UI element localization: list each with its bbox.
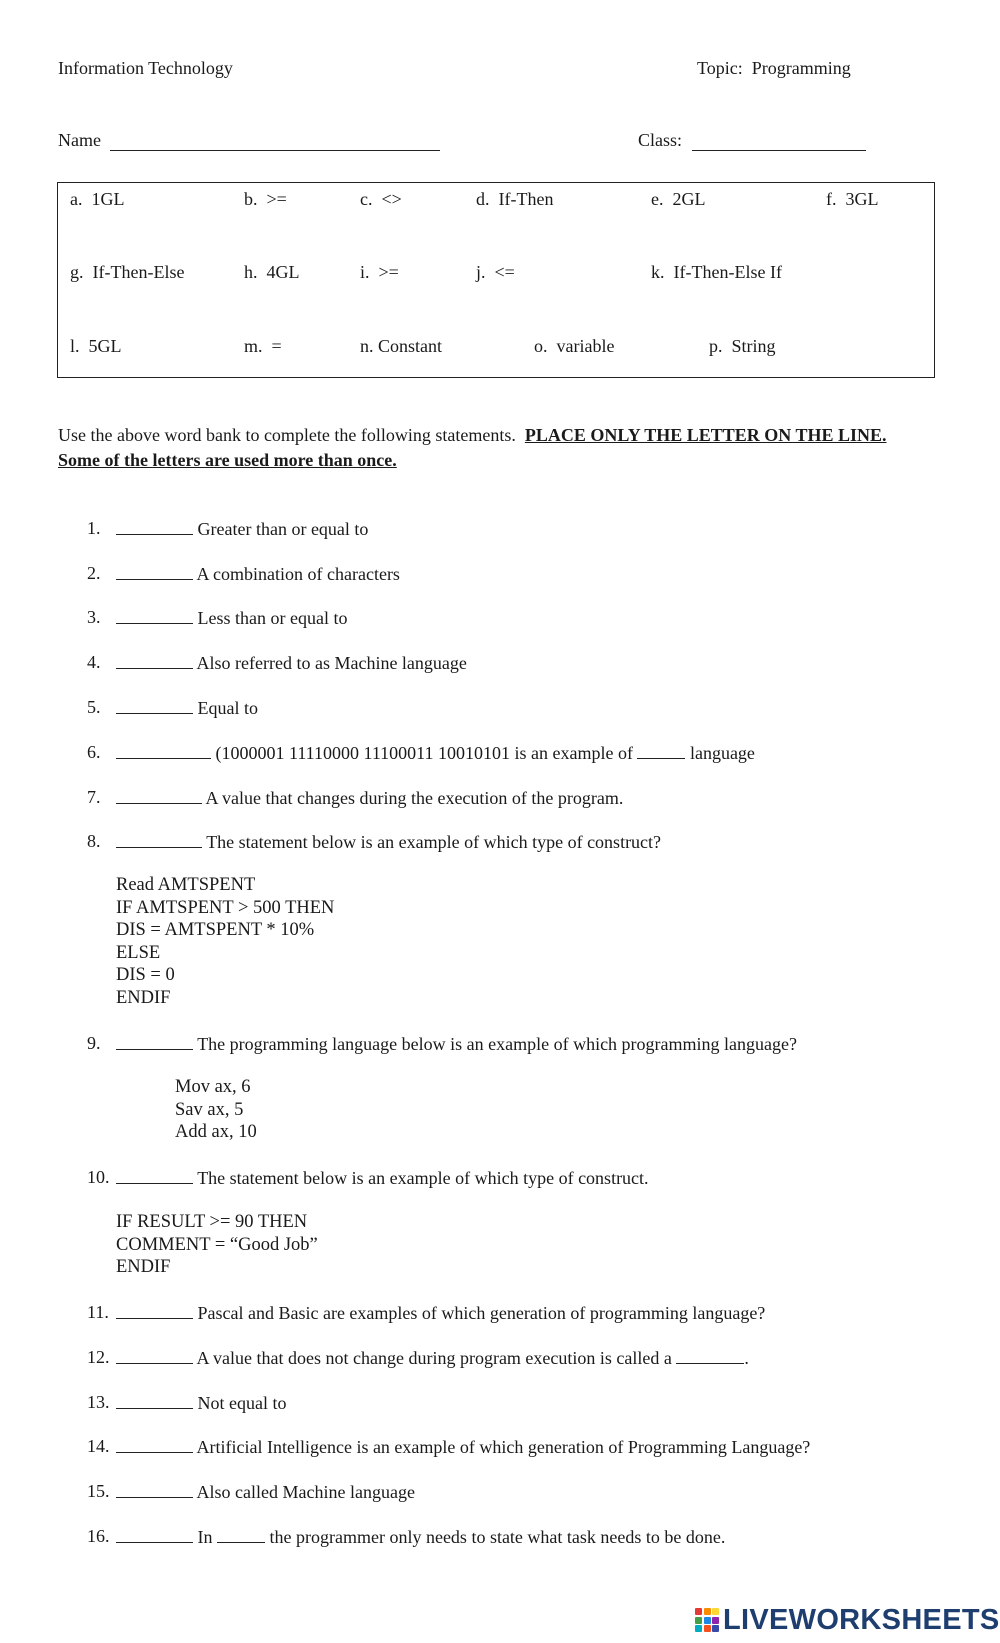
topic-title: Topic: Programming [697, 58, 851, 78]
inline-blank[interactable] [217, 1526, 265, 1543]
question-number: 11. [87, 1302, 109, 1322]
subject-title: Information Technology [58, 58, 233, 78]
question-number: 10. [87, 1167, 110, 1187]
question-row [116, 1392, 286, 1414]
question-row [116, 518, 368, 540]
question-row [116, 1167, 649, 1189]
word-bank-item: o. variable [534, 336, 615, 356]
answer-blank[interactable] [116, 1347, 193, 1364]
liveworksheets-logo [695, 1605, 1000, 1635]
question-text: (1000001 11110000 11100011 10010101 is an example of [215, 743, 633, 763]
code-line: ELSE [116, 942, 161, 963]
logo-square [712, 1608, 719, 1615]
question-number: 15. [87, 1481, 110, 1501]
answer-blank[interactable] [116, 831, 202, 848]
question-text: In [197, 1527, 213, 1547]
logo-square [704, 1608, 711, 1615]
word-bank-item: f. 3GL [826, 189, 879, 209]
question-text: Greater than or equal to [197, 519, 369, 539]
question-number: 16. [87, 1526, 110, 1546]
question-text: Equal to [197, 698, 258, 718]
answer-blank[interactable] [116, 1167, 193, 1184]
question-text-after: . [744, 1348, 749, 1368]
question-row [116, 563, 400, 585]
answer-blank[interactable] [116, 607, 193, 624]
logo-grid-icon [695, 1608, 719, 1632]
question-number: 2. [87, 563, 101, 583]
question-row [116, 1033, 797, 1055]
inline-blank[interactable] [637, 742, 685, 759]
question-number: 4. [87, 652, 101, 672]
name-label: Name [58, 130, 101, 150]
answer-blank[interactable] [116, 1526, 193, 1543]
answer-blank[interactable] [116, 787, 202, 804]
question-text: A value that does not change during program execution is called a [196, 1348, 672, 1368]
question-text: Pascal and Basic are examples of which generation of programming language? [197, 1303, 766, 1323]
word-bank [57, 182, 935, 378]
question-text-after: language [689, 743, 755, 763]
word-bank-item: k. If-Then-Else If [651, 262, 782, 282]
word-bank-item: b. >= [244, 189, 287, 209]
question-number: 13. [87, 1392, 110, 1412]
question-row [116, 1481, 415, 1503]
question-number: 3. [87, 607, 101, 627]
inline-blank[interactable] [676, 1347, 744, 1364]
question-row [116, 1436, 810, 1458]
word-bank-item: i. >= [360, 262, 399, 282]
question-text-after: the programmer only needs to state what task needs to be done. [269, 1527, 726, 1547]
class-label: Class: [638, 130, 683, 150]
class-field[interactable] [692, 134, 866, 151]
answer-blank[interactable] [116, 1302, 193, 1319]
answer-blank[interactable] [116, 563, 193, 580]
instructions-text: Use the above word bank to complete the following statements. [58, 425, 516, 445]
question-row [116, 1302, 765, 1324]
answer-blank[interactable] [116, 697, 193, 714]
word-bank-item: h. 4GL [244, 262, 300, 282]
code-line: Sav ax, 5 [175, 1099, 244, 1120]
word-bank-item: d. If-Then [476, 189, 554, 209]
question-number: 12. [87, 1347, 110, 1367]
code-line: ENDIF [116, 1257, 171, 1277]
word-bank-item: c. <> [360, 189, 402, 209]
word-bank-item: m. = [244, 336, 282, 356]
question-row [116, 1347, 749, 1369]
question-text: Less than or equal to [197, 608, 348, 628]
logo-square [695, 1625, 702, 1632]
question-number: 8. [87, 831, 101, 851]
question-text: Also called Machine language [196, 1482, 415, 1502]
logo-square [704, 1617, 711, 1624]
question-number: 1. [87, 518, 101, 538]
question-text: The statement below is an example of which type of construct. [197, 1168, 649, 1188]
question-text: A combination of characters [196, 564, 400, 584]
code-block-q8 [116, 874, 334, 1009]
code-line: ENDIF [116, 987, 171, 1008]
name-field[interactable] [110, 134, 440, 151]
answer-blank[interactable] [116, 742, 211, 759]
word-bank-item: p. String [709, 336, 776, 356]
word-bank-item: j. <= [476, 262, 515, 282]
question-row [116, 697, 258, 719]
question-text: Artificial Intelligence is an example of which generation of Programming Language? [196, 1437, 811, 1457]
question-row [116, 1526, 725, 1548]
code-line: COMMENT = “Good Job” [116, 1234, 318, 1255]
answer-blank[interactable] [116, 1033, 193, 1050]
question-number: 7. [87, 787, 101, 807]
question-number: 9. [87, 1033, 101, 1053]
question-number: 6. [87, 742, 101, 762]
code-block-q10 [116, 1211, 318, 1279]
answer-blank[interactable] [116, 1436, 193, 1453]
logo-square [695, 1617, 702, 1624]
answer-blank[interactable] [116, 652, 193, 669]
logo-square [704, 1625, 711, 1632]
instructions-bold: PLACE ONLY THE LETTER ON THE LINE. Some of the letters are used more than once. [58, 425, 887, 470]
logo-square [695, 1608, 702, 1615]
answer-blank[interactable] [116, 518, 193, 535]
question-text: A value that changes during the execution of the program. [205, 788, 624, 808]
question-row [116, 652, 467, 674]
word-bank-item: a. 1GL [70, 189, 125, 209]
logo-square [712, 1617, 719, 1624]
answer-blank[interactable] [116, 1392, 193, 1409]
code-line: DIS = AMTSPENT * 10% [116, 920, 315, 940]
question-row [116, 607, 347, 629]
question-text: Not equal to [197, 1393, 287, 1413]
code-line: DIS = 0 [116, 965, 175, 985]
question-text: The statement below is an example of which type of construct? [206, 832, 662, 852]
question-row [116, 742, 755, 764]
word-bank-item: g. If-Then-Else [70, 262, 185, 282]
code-line: Mov ax, 6 [175, 1077, 251, 1097]
question-text: Also referred to as Machine language [196, 653, 467, 673]
word-bank-item: l. 5GL [70, 336, 122, 356]
code-line: Read AMTSPENT [116, 875, 256, 895]
question-number: 14. [87, 1436, 110, 1456]
code-line: IF RESULT >= 90 THEN [116, 1212, 308, 1232]
question-row [116, 787, 623, 809]
logo-square [712, 1625, 719, 1632]
instructions [58, 423, 918, 473]
word-bank-item: e. 2GL [651, 189, 706, 209]
code-block-q9 [175, 1076, 257, 1144]
code-line: Add ax, 10 [175, 1122, 257, 1142]
question-number: 5. [87, 697, 101, 717]
code-line: IF AMTSPENT > 500 THEN [116, 897, 335, 918]
question-text: The programming language below is an example of which programming language? [197, 1034, 797, 1054]
word-bank-item: n. Constant [360, 336, 443, 356]
logo-text: LIVEWORKSHEETS [723, 1603, 1000, 1636]
question-row [116, 831, 661, 853]
answer-blank[interactable] [116, 1481, 193, 1498]
